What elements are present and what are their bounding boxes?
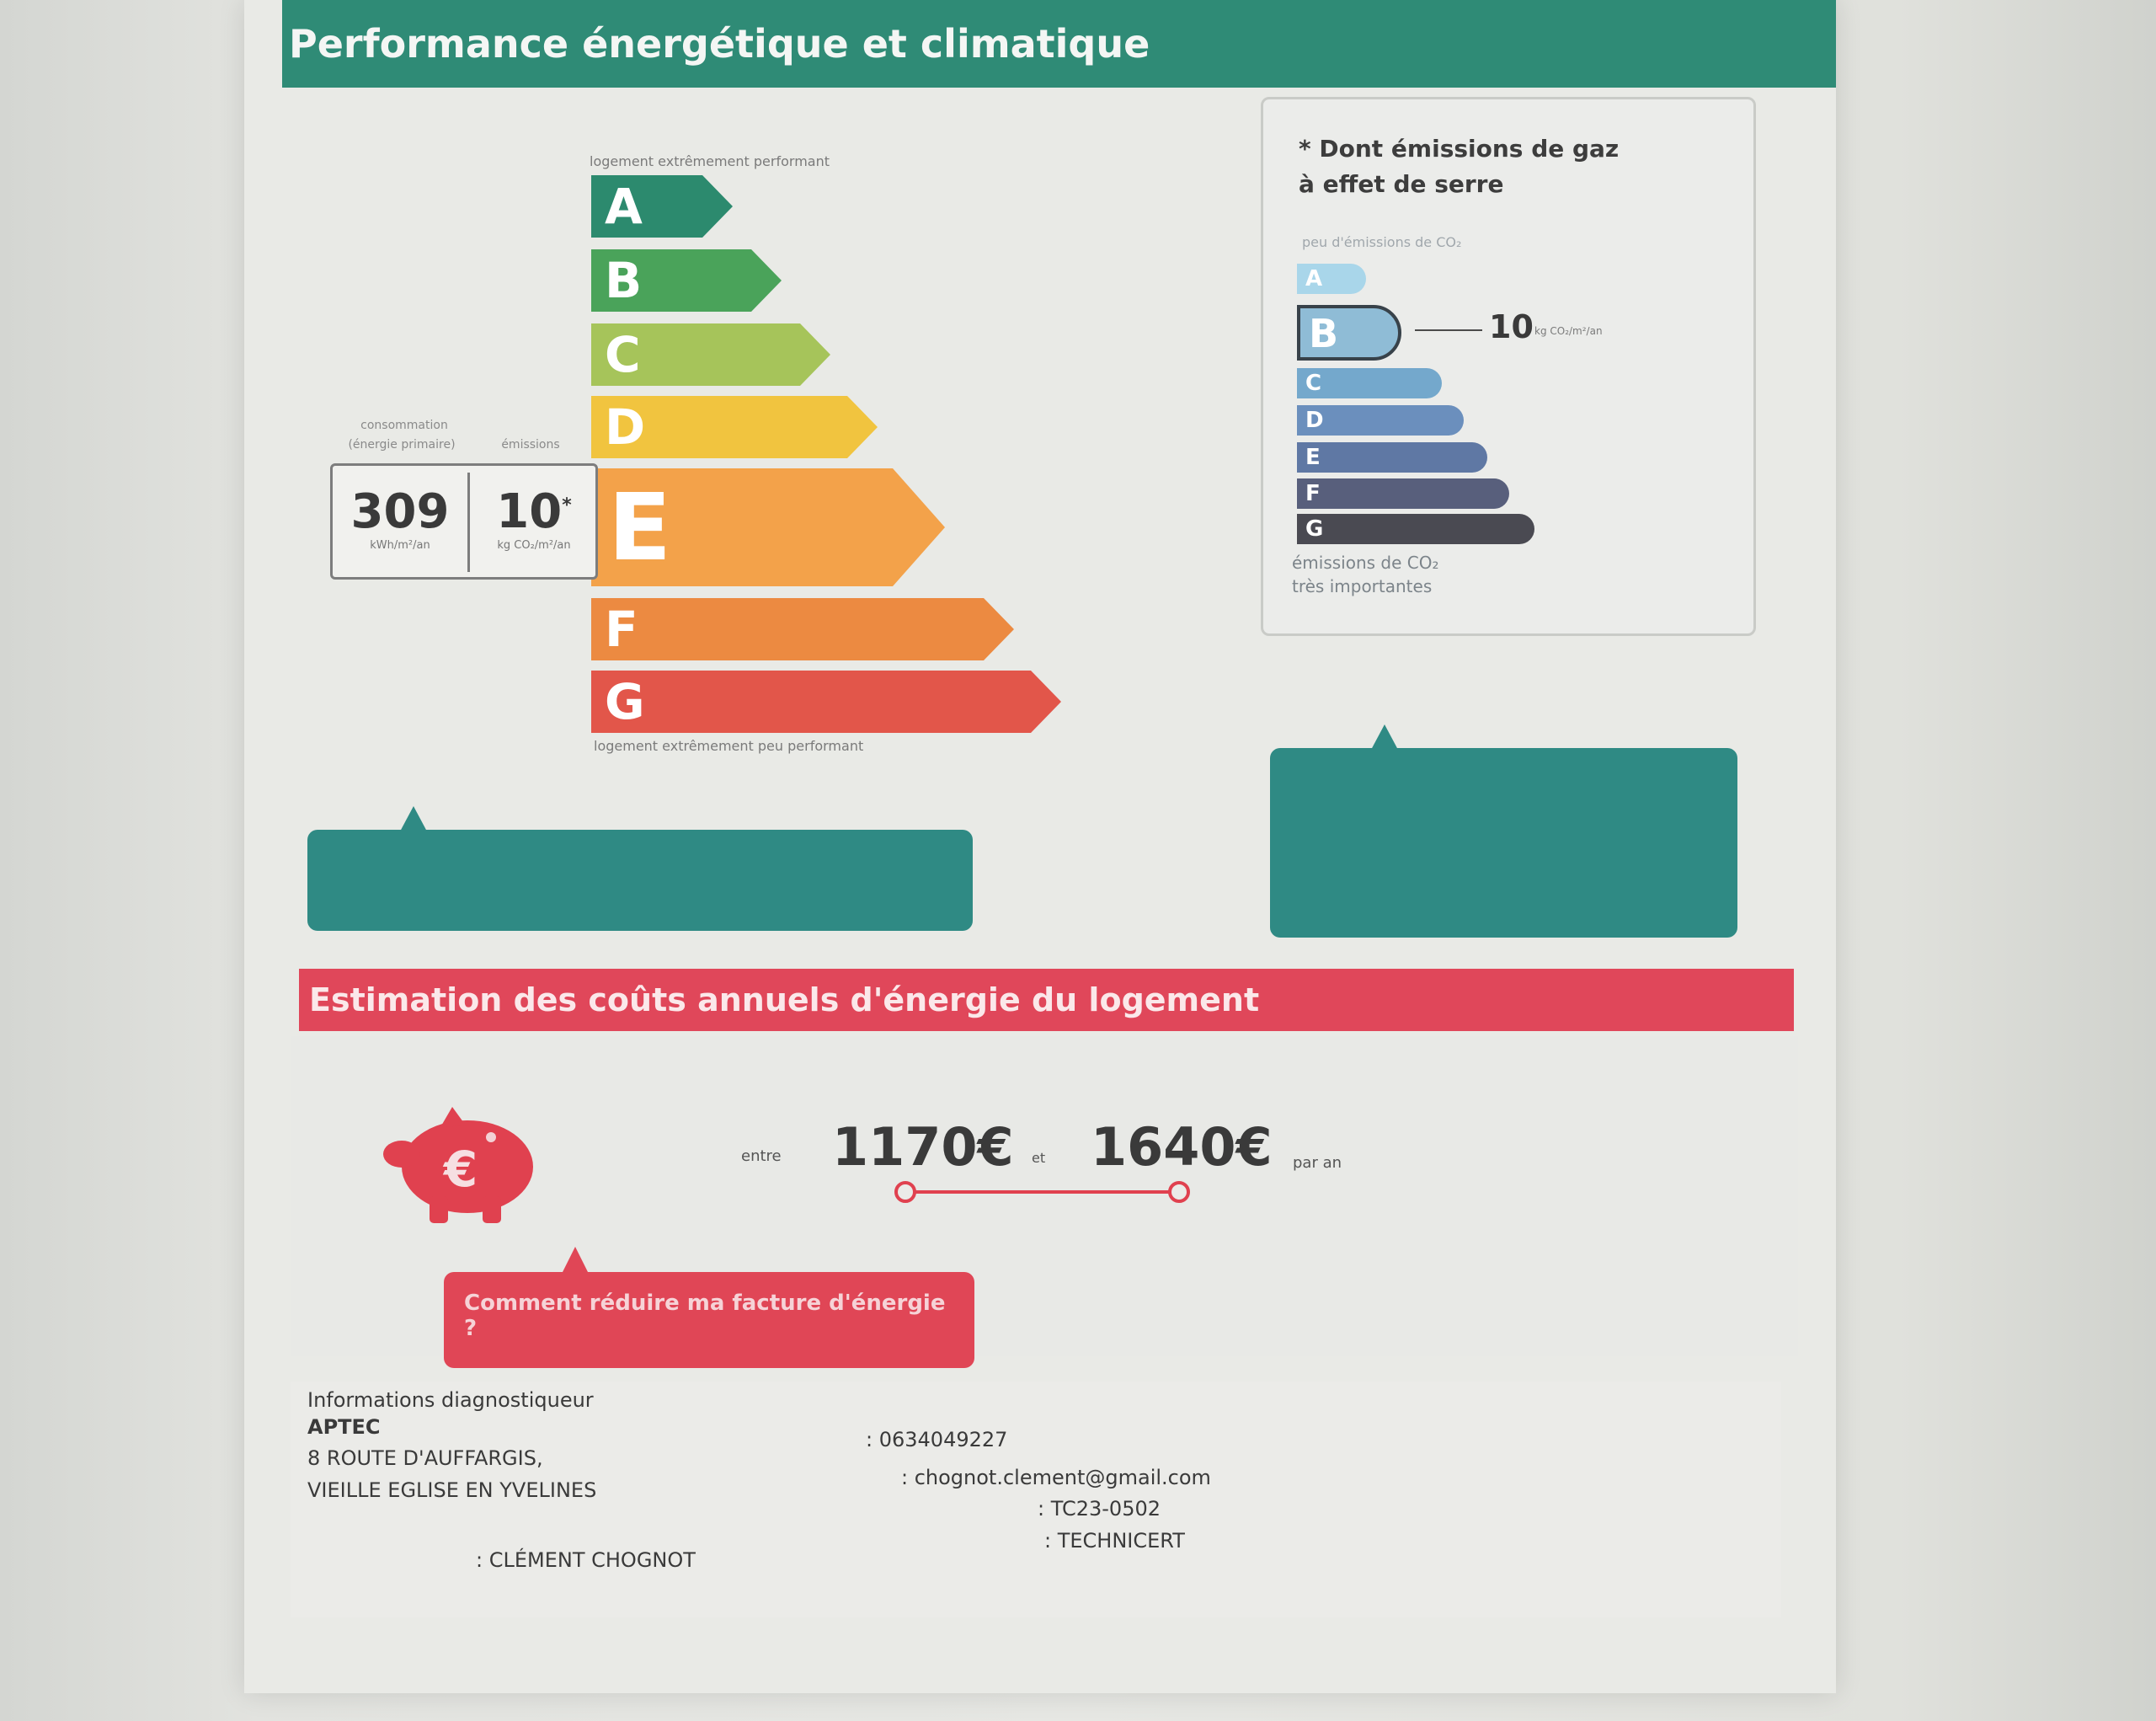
ges-class-b-label: B (1309, 311, 1339, 356)
ges-class-f-bar (1297, 478, 1509, 509)
piggy-bank-icon (383, 1104, 547, 1226)
diagnostician-name: : CLÉMENT CHOGNOT (476, 1548, 696, 1572)
ges-info-tooltip (1270, 748, 1737, 938)
energy-class-b-label: B (605, 252, 643, 309)
ges-class-c-bar (1297, 368, 1442, 398)
ges-unit: kg CO₂/m²/an (1534, 325, 1603, 337)
ges-top-caption: peu d'émissions de CO₂ (1302, 234, 1462, 250)
consumption-unit: kWh/m²/an (370, 539, 430, 552)
energy-class-f-label: F (605, 601, 638, 658)
ges-tooltip-pointer (1371, 724, 1398, 750)
ges-class-e-bar (1297, 442, 1487, 473)
emissions-label: émissions (501, 438, 560, 452)
energy-values-box (330, 463, 598, 580)
performance-title: Performance énergétique et climatique (289, 21, 1150, 67)
certification-number: : TC23-0502 (1038, 1497, 1161, 1521)
ges-class-f-label: F (1305, 481, 1321, 506)
ges-class-g-bar (1297, 514, 1534, 544)
cost-high: 1640€ (1091, 1116, 1273, 1178)
costs-title: Estimation des coûts annuels d'énergie du logement (309, 981, 1260, 1018)
between-label: entre (741, 1147, 782, 1165)
and-label: et (1032, 1150, 1046, 1166)
energy-class-c-band (591, 323, 800, 386)
consumption-label-1: consommation (360, 419, 448, 432)
energy-class-c-label: C (605, 326, 641, 383)
diagnostician-email[interactable]: : chognot.clement@gmail.com (901, 1466, 1211, 1489)
ges-title-2: à effet de serre (1299, 170, 1504, 198)
energy-info-tooltip (307, 830, 973, 931)
performance-title-banner (282, 0, 1836, 88)
per-year-label: par an (1293, 1154, 1342, 1172)
ges-class-b-bar-current (1297, 305, 1401, 361)
values-divider (467, 473, 470, 572)
energy-class-d-band (591, 396, 847, 458)
consumption-value: 309 (350, 484, 450, 539)
reduce-bill-tip[interactable] (444, 1272, 974, 1368)
costs-title-banner (299, 969, 1794, 1031)
cost-range-slider (889, 1177, 1196, 1207)
diagnostician-address-2: VIEILLE EGLISE EN YVELINES (307, 1478, 597, 1502)
energy-scale-bottom-caption: logement extrêmement peu performant (594, 738, 864, 754)
ges-class-c-label: C (1305, 371, 1322, 396)
ges-bottom-caption-2: très importantes (1292, 576, 1433, 596)
certification-body: : TECHNICERT (1044, 1529, 1185, 1553)
svg-text:€: € (443, 1141, 478, 1198)
ges-class-e-label: E (1305, 445, 1321, 470)
emissions-unit: kg CO₂/m²/an (497, 539, 571, 552)
ges-bottom-caption-1: émissions de CO₂ (1292, 553, 1439, 573)
energy-class-g-band (591, 671, 1031, 733)
diagnostician-phone[interactable]: : 0634049227 (866, 1428, 1008, 1451)
ges-panel (1261, 97, 1756, 636)
consumption-cell (333, 484, 467, 552)
reduce-bill-pointer (562, 1247, 589, 1274)
energy-class-b-band (591, 249, 751, 312)
energy-class-a-label: A (605, 178, 643, 235)
energy-scale-top-caption: logement extrêmement performant (590, 153, 830, 169)
diagnostician-company: APTEC (307, 1415, 381, 1439)
diagnostician-heading: Informations diagnostiqueur (307, 1388, 594, 1412)
ges-class-d-bar (1297, 405, 1464, 436)
ges-class-a-label: A (1305, 266, 1323, 291)
emissions-value: 10 (496, 484, 563, 539)
ges-class-g-label: G (1305, 516, 1324, 542)
energy-class-e-label: E (608, 473, 672, 581)
energy-class-d-label: D (605, 398, 646, 456)
energy-class-g-label: G (605, 673, 645, 730)
energy-class-a-band (591, 175, 702, 238)
energy-class-f-band (591, 598, 984, 660)
ges-value-leader-line (1415, 329, 1482, 331)
cost-low: 1170€ (832, 1116, 1014, 1178)
ges-value: 10 (1489, 308, 1534, 345)
reduce-bill-text: Comment réduire ma facture d'énergie ? (464, 1291, 946, 1341)
consumption-label-2: (énergie primaire) (348, 438, 456, 452)
energy-class-e-band-current (591, 468, 893, 586)
emissions-cell (472, 484, 596, 552)
energy-tooltip-pointer (400, 806, 427, 831)
ges-class-a-bar (1297, 264, 1366, 294)
ges-class-d-label: D (1305, 408, 1324, 433)
ges-title-1: * Dont émissions de gaz (1299, 135, 1620, 163)
emissions-star: * (562, 494, 572, 516)
diagnostician-address-1: 8 ROUTE D'AUFFARGIS, (307, 1446, 543, 1470)
